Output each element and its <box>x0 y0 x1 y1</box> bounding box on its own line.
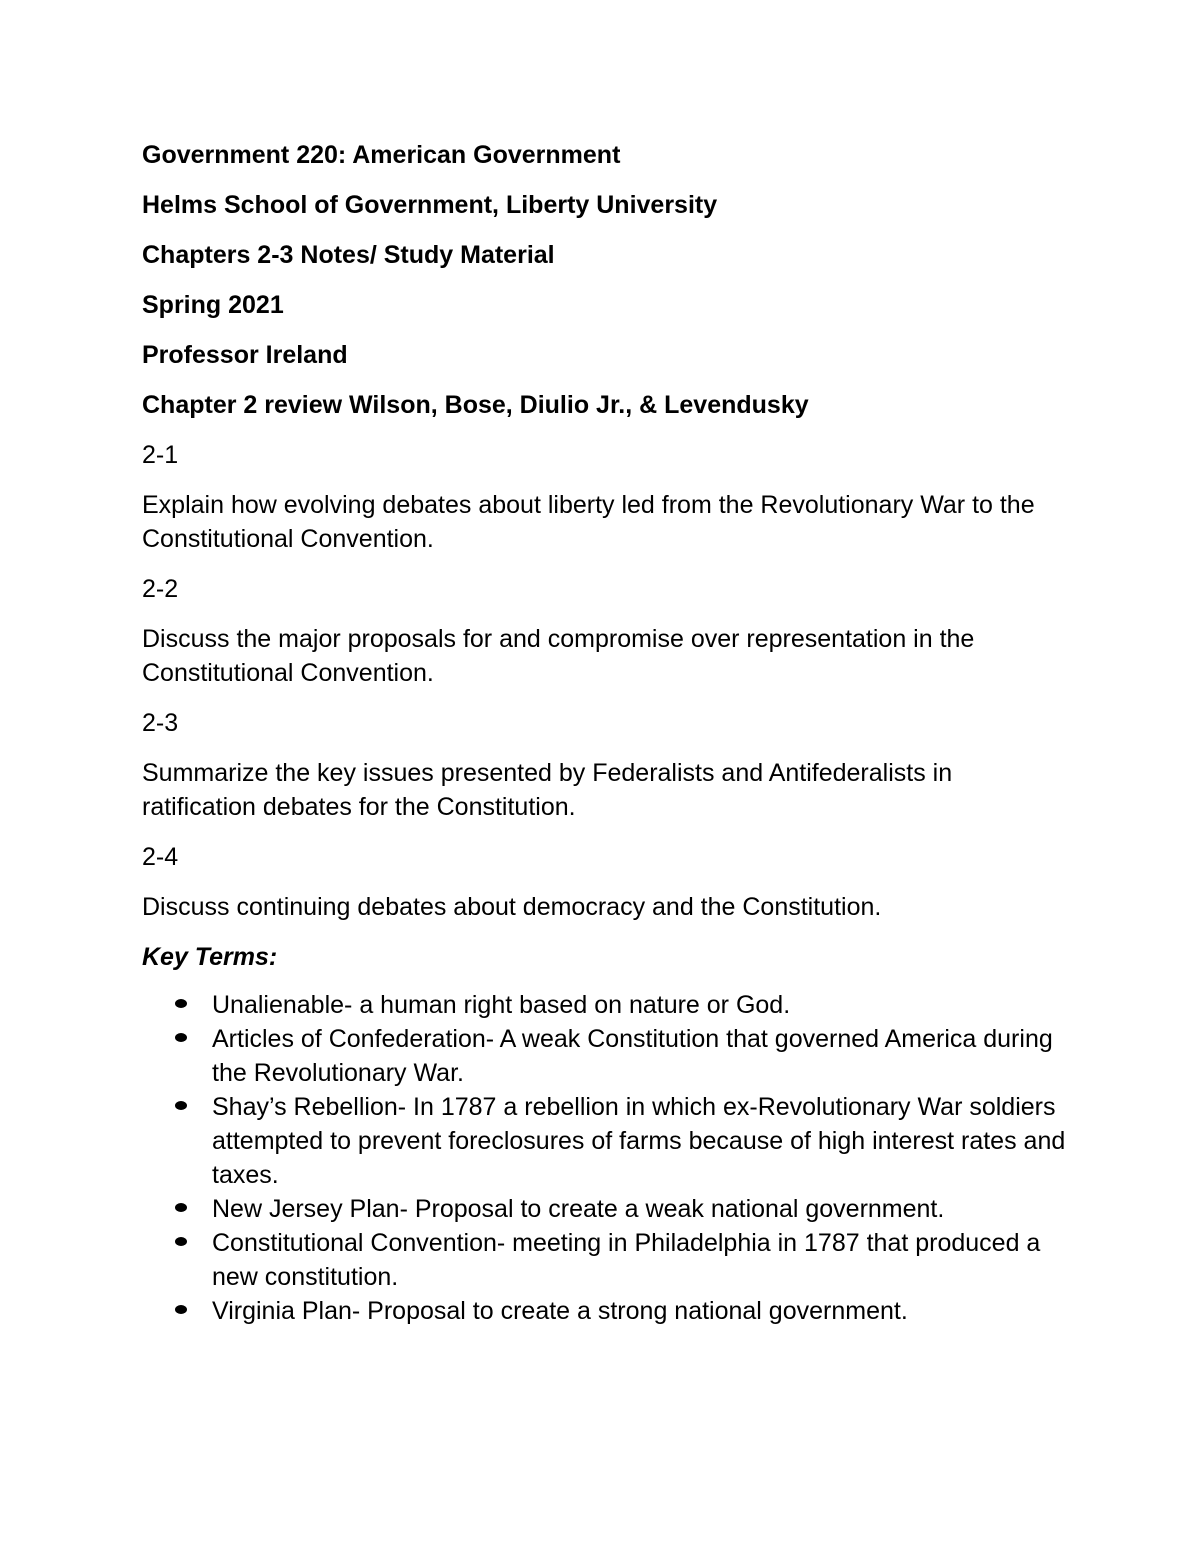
key-term-item <box>142 1022 1072 1090</box>
chapter-review-heading: Chapter 2 review Wilson, Bose, Diulio Jr., & Levendusky <box>142 391 809 419</box>
key-term-item <box>142 988 1072 1022</box>
bullet-icon <box>175 1237 187 1246</box>
objective-text: Explain how evolving debates about liberty led from the Revolutionary War to the Constitutional Convention. <box>142 491 1035 553</box>
key-term-item <box>142 1090 1072 1192</box>
objective-2-4 <box>142 840 1072 924</box>
key-term-text: Articles of Confederation- A weak Constitution that governed America during the Revolutionary War. <box>212 1025 1053 1087</box>
course-title: Government 220: American Government <box>142 141 621 169</box>
material-title: Chapters 2-3 Notes/ Study Material <box>142 241 555 269</box>
key-terms-list <box>142 988 1072 1328</box>
document-page <box>142 138 1072 1328</box>
objective-2-3 <box>142 706 1072 824</box>
key-term-text: Shay’s Rebellion- In 1787 a rebellion in which ex-Revolutionary War soldiers attempted to prevent foreclosures of farms because of high interest rates and taxes. <box>212 1093 1066 1189</box>
key-term-item <box>142 1226 1072 1294</box>
bullet-icon <box>175 1101 187 1110</box>
objective-text: Summarize the key issues presented by Federalists and Antifederalists in ratification debates for the Constitution. <box>142 759 953 821</box>
bullet-icon <box>175 999 187 1008</box>
objective-number: 2-2 <box>142 575 179 603</box>
key-term-text: Unalienable- a human right based on nature or God. <box>212 991 791 1019</box>
key-term-item <box>142 1294 1072 1328</box>
objective-text: Discuss continuing debates about democracy and the Constitution. <box>142 893 882 921</box>
professor-name: Professor Ireland <box>142 341 348 369</box>
bullet-icon <box>175 1305 187 1314</box>
objective-number: 2-3 <box>142 709 179 737</box>
key-term-text: New Jersey Plan- Proposal to create a weak national government. <box>212 1195 945 1223</box>
key-terms-heading: Key Terms: <box>142 943 278 971</box>
key-term-text: Constitutional Convention- meeting in Philadelphia in 1787 that produced a new constitution. <box>212 1229 1041 1291</box>
objective-2-2 <box>142 572 1072 690</box>
school-name: Helms School of Government, Liberty University <box>142 191 718 219</box>
term-label: Spring 2021 <box>142 291 284 319</box>
bullet-icon <box>175 1033 187 1042</box>
objective-text: Discuss the major proposals for and compromise over representation in the Constitutional Convention. <box>142 625 975 687</box>
objective-2-1 <box>142 438 1072 556</box>
key-term-text: Virginia Plan- Proposal to create a strong national government. <box>212 1297 908 1325</box>
objective-number: 2-4 <box>142 843 179 871</box>
key-term-item <box>142 1192 1072 1226</box>
bullet-icon <box>175 1203 187 1212</box>
objective-number: 2-1 <box>142 441 179 469</box>
